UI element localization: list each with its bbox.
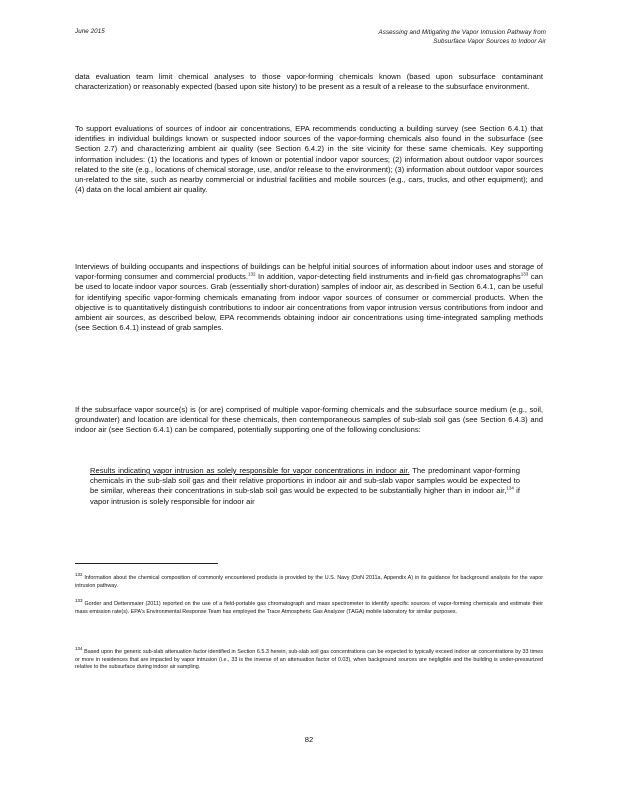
- footnote-text: Information about the chemical composition of commonly encountered products is provided by the U.S. Navy (DoN 2011a, Appendix A) in its guidance for background analysis for the vapor intrusion pathway.: [75, 575, 543, 589]
- paragraph-3-part-c: can be used to locate indoor vapor sources. Grab (essentially short-duration) samples of indoor air, as described in Section 6.4.1, can be useful for identifying specific vapor-forming chemicals emanating from indoor vapor sources of consumer or commercial products. When the objective is to quantitatively distinguish contributions to indoor air concentrations from vapor intrusion versus contributions from indoor and ambient air sources, as described below, EPA recommends obtaining indoor air concentrations using time-integrated sampling methods (see Section 6.4.1) instead of grab samples.: [75, 272, 543, 333]
- header-date: June 2015: [75, 28, 105, 35]
- paragraph-3-part-b: In addition, vapor-detecting field instruments and in-field gas chromatographs: [255, 272, 521, 282]
- conclusion-text-b: if vapor intrusion is solely responsible for indoor air: [90, 486, 520, 506]
- footnote-text: Gorder and Dettenmaier (2011) reported on the use of a field-portable gas chromatograph and mass spectrometer to identify specific sources of vapor-forming chemicals and estimate their mass emission rate(s). EPA's Environmental Response Team has employed the Trace Atmospheric Gas Analyzer (TAGA) mobile laboratory for similar purposes.: [75, 601, 543, 615]
- header-title-line1: Assessing and Mitigating the Vapor Intrusion Pathway from: [378, 29, 546, 36]
- header-title: [379, 28, 546, 46]
- indented-conclusion: [90, 466, 520, 507]
- paragraph-3: [75, 262, 543, 333]
- footnote-number: 134: [75, 646, 83, 652]
- paragraph-1: data evaluation team limit chemical analyses to those vapor-forming chemicals known (based upon subsurface contaminant characterization) or reasonably expected (based upon site history) to be present as a result of a release to the subsurface environment.: [75, 72, 543, 92]
- footnote-132: [75, 572, 543, 590]
- paragraph-3-part-a: Interviews of building occupants and inspections of buildings can be helpful initial sources of information about indoor uses and storage of vapor-forming consumer and commercial products.: [75, 262, 543, 282]
- paragraph-4: If the subsurface vapor source(s) is (or are) comprised of multiple vapor-forming chemicals and the subsurface source medium (e.g., soil, groundwater) and location are identical for these chemicals, then contemporaneous samples of sub-slab soil gas (see Section 6.4.3) and indoor air (see Section 6.4.1) can be compared, potentially supporting one of the following conclusions:: [75, 405, 543, 435]
- footnote-divider: [75, 563, 218, 564]
- paragraph-2: To support evaluations of sources of indoor air concentrations, EPA recommends conducting a building survey (see Section 6.4.1) that identifies in individual buildings known or suspected indoor sources of the vapor-forming chemicals also found in the subsurface (see Section 2.7) and characterizing ambient air quality (see Section 6.4.2) in the site vicinity for these same chemicals. Key supporting information includes: (1) the locations and types of known or potential indoor vapor sources; (2) information about outdoor vapor sources related to the site (e.g., locations of chemical storage, use, and/or release to the environment); (3) information about outdoor vapor sources un-related to the site, such as nearby commercial or industrial facilities and mobile sources (e.g., cars, trucks, and other equipment); and (4) data on the local ambient air quality.: [75, 124, 543, 195]
- footnote-ref-132: 132: [247, 271, 256, 277]
- conclusion-text-a: The predominant vapor-forming chemicals in the sub-slab soil gas and their relative proportions in indoor air and sub-slab vapor samples would be expected to be similar, whereas their concentrations in sub-slab soil gas would be expected to be substantially higher than in indoor air,: [90, 466, 520, 496]
- footnote-ref-134: 134: [506, 485, 514, 491]
- footnote-133: [75, 598, 543, 616]
- header-title-line2: Subsurface Vapor Sources to Indoor Air: [433, 38, 546, 45]
- footnote-number: 132: [75, 572, 83, 578]
- footnote-ref-133: 133: [520, 271, 529, 277]
- page-number: 82: [304, 735, 314, 744]
- conclusion-heading: Results indicating vapor intrusion as solely responsible for vapor concentrations in indoor air.: [90, 466, 410, 475]
- footnote-134: [75, 646, 543, 672]
- footnote-text: Based upon the generic sub-slab attenuation factor identified in Section 6.5.3 herein, sub-slab soil gas concentrations can be expected to typically exceed indoor air concentrations by 33 times or more in residences that are impacted by vapor intrusion (i.e., 33 is the inverse of an attenuation factor of 0.03), when background sources are negligible and the building is under-pressurized relative to the subsurface during indoor air sampling.: [75, 649, 543, 671]
- footnote-number: 133: [75, 598, 83, 604]
